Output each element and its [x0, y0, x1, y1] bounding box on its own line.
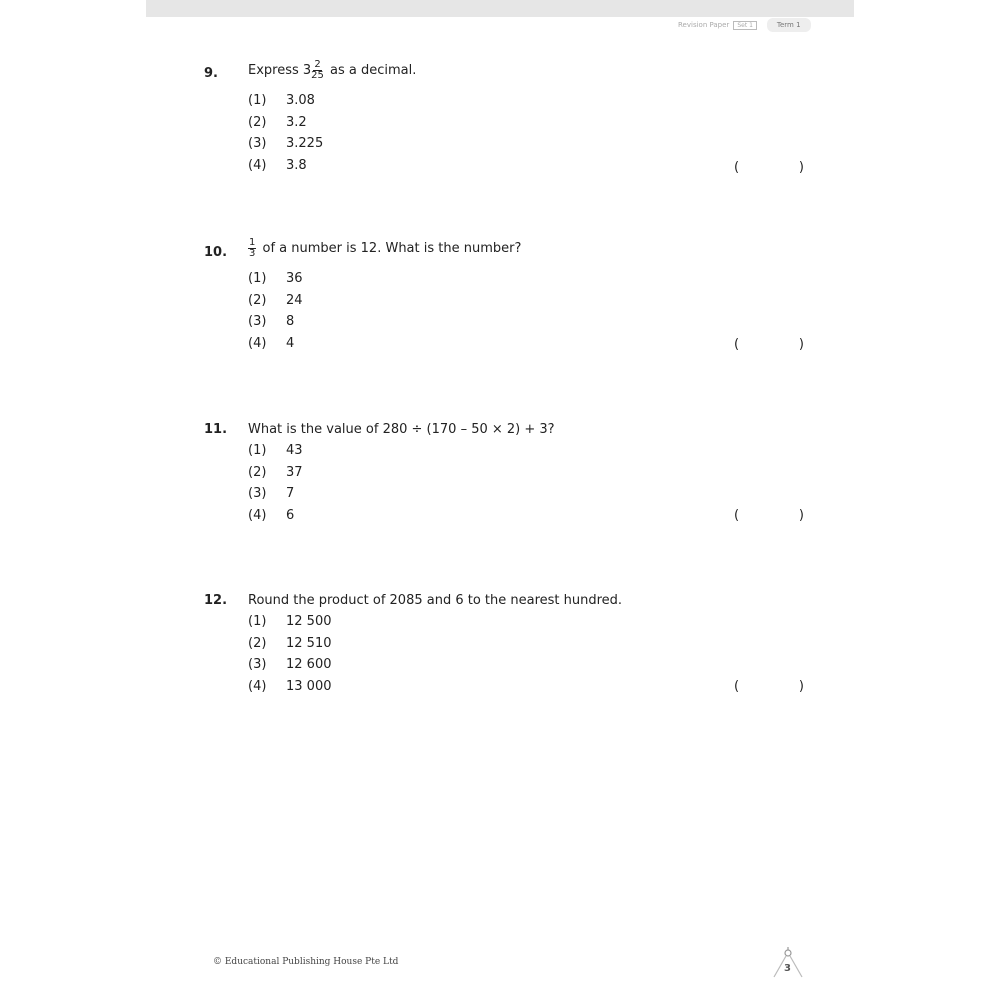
text-prefix: Express 3: [248, 63, 312, 78]
option-label: (2): [248, 635, 267, 651]
fraction-numerator: 2: [314, 59, 321, 70]
option-value: 3.225: [286, 136, 324, 151]
set-label: Set 1: [733, 21, 757, 30]
question-text: Round the product of 2085 and 6 to the nearest hundred.: [248, 593, 623, 608]
option-value: 12 500: [286, 614, 332, 629]
option-label: (2): [248, 464, 267, 480]
option-label: (4): [248, 157, 267, 173]
option-value: 13 000: [286, 678, 332, 694]
paper-label: Revision Paper: [678, 21, 730, 29]
options-list: [248, 614, 332, 700]
option[interactable]: [248, 508, 303, 530]
option[interactable]: [248, 636, 332, 658]
text-suffix: as a decimal.: [325, 63, 417, 78]
option-label: (1): [248, 271, 267, 286]
option[interactable]: [248, 158, 323, 180]
fraction: [311, 60, 324, 81]
answer-bracket[interactable]: [734, 679, 804, 694]
option[interactable]: [248, 115, 323, 137]
option-label: (4): [248, 507, 267, 523]
option-value: 12 510: [286, 635, 332, 651]
option-value: 3.8: [286, 157, 307, 173]
fraction-numerator: 1: [249, 237, 256, 248]
option-value: 3.2: [286, 114, 307, 130]
close-bracket: ): [798, 337, 804, 352]
option-label: (1): [248, 93, 267, 108]
fraction: [248, 238, 256, 259]
options-list: [248, 93, 323, 179]
question-number: 11.: [204, 422, 228, 437]
answer-bracket[interactable]: [734, 337, 804, 352]
option-value: 6: [286, 507, 295, 523]
option[interactable]: [248, 136, 323, 158]
option[interactable]: [248, 614, 332, 636]
option-value: 12 600: [286, 657, 332, 672]
option[interactable]: [248, 314, 303, 336]
option-label: (1): [248, 443, 267, 458]
close-bracket: ): [798, 160, 804, 175]
option[interactable]: [248, 657, 332, 679]
option[interactable]: [248, 443, 303, 465]
page-header: [678, 18, 811, 32]
option-label: (3): [248, 486, 267, 501]
options-list: [248, 271, 303, 357]
option-value: 3.08: [286, 93, 315, 108]
option-value: 7: [286, 486, 295, 501]
fraction-denominator: 3: [249, 248, 256, 259]
question-number: 10.: [204, 245, 228, 260]
close-bracket: ): [798, 508, 804, 523]
option-value: 43: [286, 443, 303, 458]
option-label: (1): [248, 614, 267, 629]
option[interactable]: [248, 93, 323, 115]
question-text: [248, 238, 521, 259]
answer-bracket[interactable]: [734, 508, 804, 523]
options-list: [248, 443, 303, 529]
option-label: (2): [248, 114, 267, 130]
option-value: 8: [286, 314, 295, 329]
option-value: 24: [286, 292, 303, 308]
text-suffix: of a number is 12. What is the number?: [258, 241, 522, 256]
open-bracket: (: [734, 679, 740, 694]
option[interactable]: [248, 293, 303, 315]
open-bracket: (: [734, 508, 740, 523]
option[interactable]: [248, 271, 303, 293]
answer-bracket[interactable]: [734, 160, 804, 175]
top-band: [146, 0, 854, 17]
question-number: 12.: [204, 593, 228, 608]
option-label: (4): [248, 678, 267, 694]
page-number-badge: [770, 945, 806, 981]
fraction-denominator: 25: [311, 70, 324, 81]
option-label: (3): [248, 657, 267, 672]
open-bracket: (: [734, 337, 740, 352]
option[interactable]: [248, 679, 332, 701]
term-label: Term 1: [767, 18, 811, 32]
question-number: 9.: [204, 66, 218, 81]
question-text: What is the value of 280 ÷ (170 – 50 × 2) + 3?: [248, 422, 555, 437]
open-bracket: (: [734, 160, 740, 175]
option-label: (2): [248, 292, 267, 308]
option-label: (3): [248, 136, 267, 151]
option[interactable]: [248, 465, 303, 487]
close-bracket: ): [798, 679, 804, 694]
option-value: 37: [286, 464, 303, 480]
option-label: (4): [248, 335, 267, 351]
option-label: (3): [248, 314, 267, 329]
option-value: 36: [286, 271, 303, 286]
option[interactable]: [248, 486, 303, 508]
copyright-footer: © Educational Publishing House Pte Ltd: [213, 957, 399, 967]
question-text: [248, 60, 416, 81]
option[interactable]: [248, 336, 303, 358]
option-value: 4: [286, 335, 295, 351]
page-number: 3: [784, 963, 791, 974]
